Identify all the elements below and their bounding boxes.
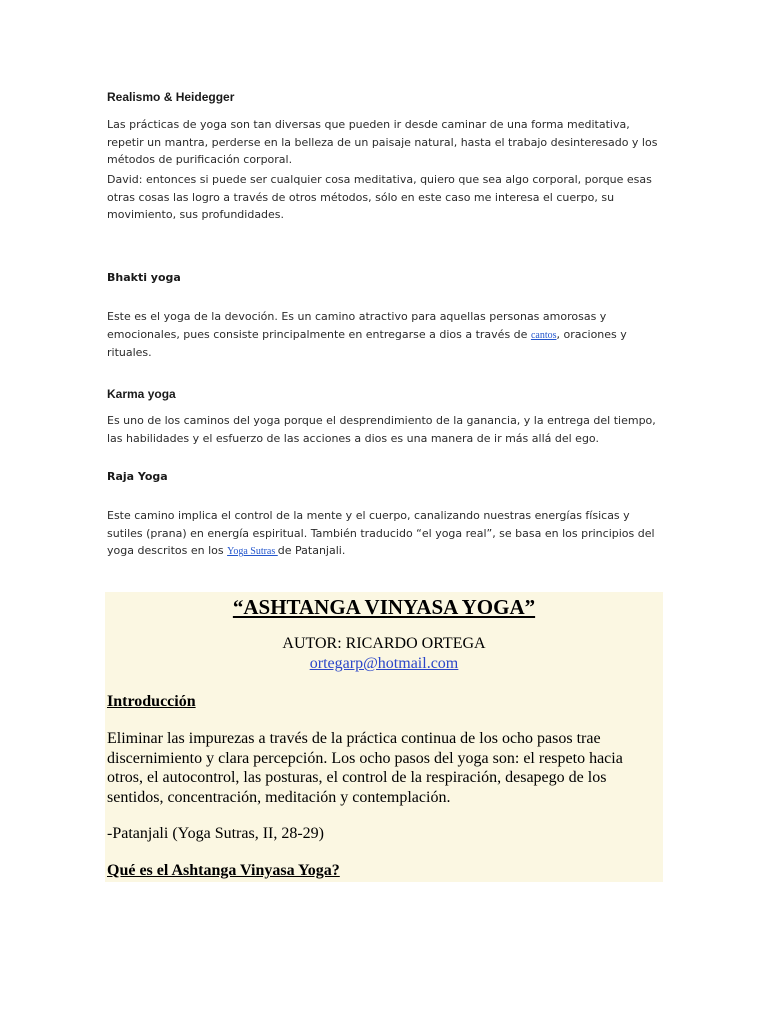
citation: -Patanjali (Yoga Sutras, II, 28-29) xyxy=(107,825,325,842)
paragraph-karma: Es uno de los caminos del yoga porque el desprendimiento de la ganancia, y la entrega del tiempo, las habilidades y el esfuerzo de las acciones a dios es una manera de ir más allá del ego. xyxy=(107,414,656,445)
paragraph-raja-text-1: Este camino implica el control de la mente y el cuerpo, canalizando nuestras energías físicas y sutiles (prana) en energía espiritual. También traducido “el yoga real”, se basa en los principios del yoga descritos en los xyxy=(107,509,655,557)
paragraph-raja-text-2: de Patanjali. xyxy=(277,544,346,557)
yoga-sutras-link[interactable]: Yoga Sutras xyxy=(227,546,278,557)
paragraph-bhakti-text-2: , oraciones y rituales. xyxy=(107,327,627,359)
question-heading: Qué es el Ashtanga Vinyasa Yoga? xyxy=(107,862,340,879)
paragraph-realismo-1: Las prácticas de yoga son tan diversas que pueden ir desde caminar de una forma meditativa, repetir un mantra, perderse en la belleza de un paisaje natural, hasta el trabajo desinteresado y los métodos de purificación corporal. xyxy=(107,118,658,166)
intro-heading: Introducción xyxy=(107,693,196,710)
paragraph-bhakti-text-1: Este es el yoga de la devoción. Es un camino atractivo para aquellas personas amorosas y emocionales, pues consiste principalmente en entregarse a dios a través de xyxy=(107,310,607,341)
section-title-bhakti: Bhakti yoga xyxy=(107,271,181,284)
paragraph-realismo-2: David: entonces si puede ser cualquier cosa meditativa, quiero que sea algo corporal, porque esas otras cosas las logro a través de otros métodos, sólo en este caso me interesa el cuerpo, su movimiento, sus profundidades. xyxy=(107,173,652,221)
article-email-line xyxy=(105,655,663,673)
paragraph-raja xyxy=(107,507,667,561)
section-title-realismo: Realismo & Heidegger xyxy=(107,90,235,104)
article-box xyxy=(105,592,663,882)
article-title: “ASHTANGA VINYASA YOGA” xyxy=(232,595,536,619)
paragraph-bhakti xyxy=(107,308,667,362)
intro-paragraph: Eliminar las impurezas a través de la práctica continua de los ocho pasos trae discernimiento y clara percepción. Los ocho pasos del yoga son: el respeto hacia otros, el autocontrol, las posturas, el control de la respiración, desapego de los sentidos, concentración, meditación y contemplación. xyxy=(107,730,623,806)
article-author: AUTOR: RICARDO ORTEGA xyxy=(282,635,486,652)
author-email-link[interactable]: ortegarp@hotmail.com xyxy=(309,655,459,672)
cantos-link[interactable]: cantos xyxy=(530,329,557,341)
section-title-karma: Karma yoga xyxy=(107,387,176,401)
section-title-raja: Raja Yoga xyxy=(107,470,168,483)
